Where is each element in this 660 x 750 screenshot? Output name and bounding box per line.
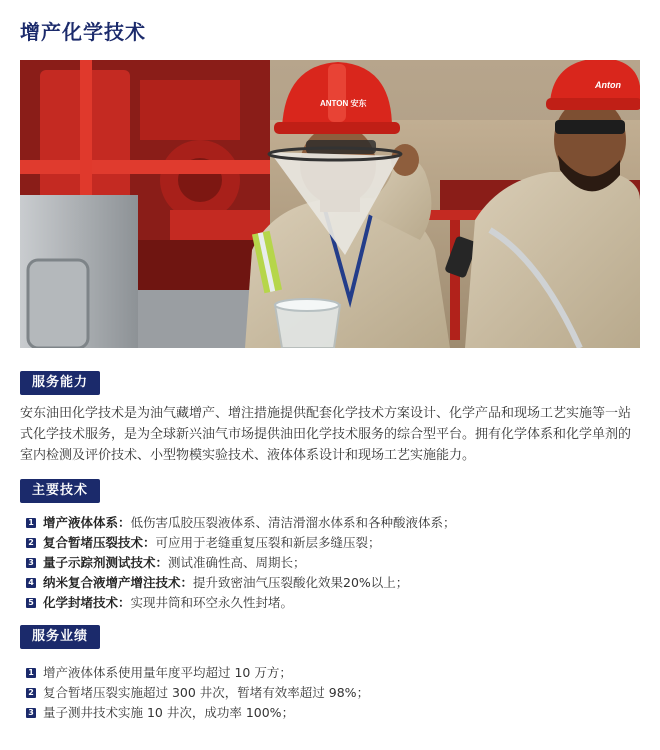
technology-term: 纳米复合液增产增注技术：: [43, 575, 194, 590]
page-title: 增产化学技术: [20, 20, 146, 44]
capability-paragraph: 安东油田化学技术是为油气藏增产、增注措施提供配套化学技术方案设计、化学产品和现场工艺实施等一站式化学技术服务，是为全球新兴油气市场提供油田化学技术服务的综合型平台。拥有化学体系和化学单剂的室内检测及评价技术、小型物模实验技术、液体体系设计和现场工艺实施能力。: [20, 406, 632, 463]
technology-item: [26, 573, 456, 593]
performance-text: 量子测井技术实施 10 井次，成功率 100%；: [43, 705, 295, 720]
technology-term: 复合暂堵压裂技术：: [43, 535, 156, 550]
technology-item: [26, 533, 456, 553]
technology-list: [26, 513, 456, 613]
helmet-logo-2: Anton: [595, 80, 621, 90]
performance-text: 复合暂堵压裂实施超过 300 井次，暂堵有效率超过 98%；: [43, 685, 370, 700]
number-badge-icon: 5: [26, 598, 36, 608]
performance-item: [26, 703, 369, 723]
number-badge-icon: 4: [26, 578, 36, 588]
number-badge-icon: 1: [26, 668, 36, 678]
technology-term: 量子示踪剂测试技术：: [43, 555, 169, 570]
technology-desc: 低伤害瓜胶压裂液体系、清洁滑溜水体系和各种酸液体系；: [130, 515, 456, 530]
technology-item: [26, 553, 456, 573]
hero-photo: [20, 60, 640, 348]
performance-item: [26, 683, 369, 703]
technology-item: [26, 593, 456, 613]
oilfield-workers-illustration: [20, 60, 640, 348]
performance-item: [26, 663, 369, 683]
technology-desc: 测试准确性高、周期长；: [168, 555, 306, 570]
technology-desc: 可应用于老缝重复压裂和新层多缝压裂；: [155, 535, 381, 550]
number-badge-icon: 3: [26, 558, 36, 568]
section-performance-title: 服务业绩: [20, 625, 100, 649]
technology-desc: 提升致密油气压裂酸化效果20%以上；: [193, 575, 409, 590]
number-badge-icon: 3: [26, 708, 36, 718]
technology-term: 增产液体体系：: [43, 515, 131, 530]
performance-list: [26, 663, 369, 723]
section-technologies-title: 主要技术: [20, 479, 100, 503]
technology-term: 化学封堵技术：: [43, 595, 131, 610]
technology-item: [26, 513, 456, 533]
performance-text: 增产液体体系使用量年度平均超过 10 万方；: [43, 665, 292, 680]
helmet-logo: ANTON 安东: [320, 99, 367, 108]
technology-desc: 实现井筒和环空永久性封堵。: [130, 595, 294, 610]
section-capability-title: 服务能力: [20, 371, 100, 395]
number-badge-icon: 2: [26, 538, 36, 548]
number-badge-icon: 1: [26, 518, 36, 528]
number-badge-icon: 2: [26, 688, 36, 698]
